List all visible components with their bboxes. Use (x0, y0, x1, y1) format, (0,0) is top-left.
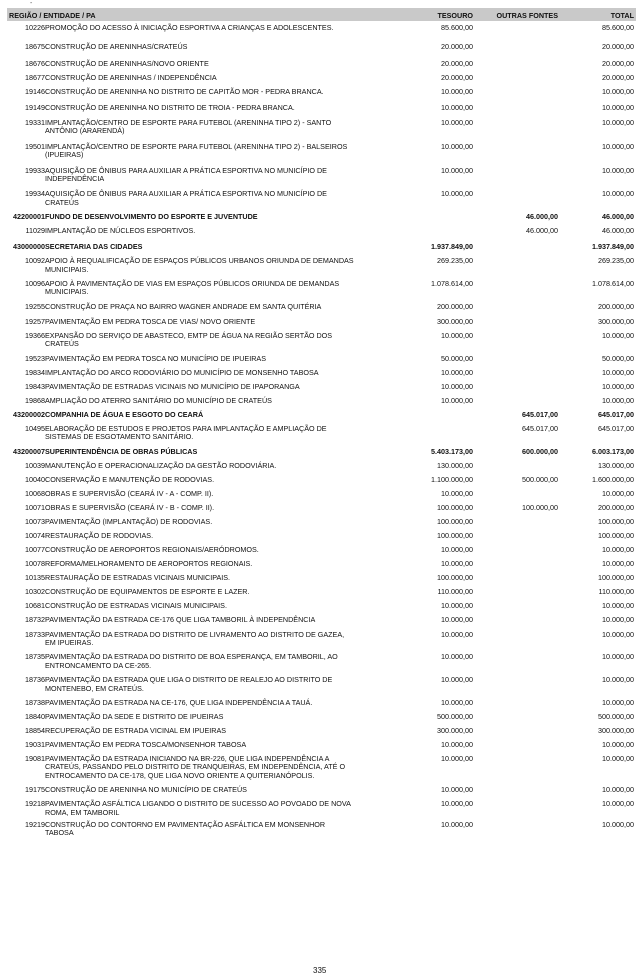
row-code: 18738 (25, 697, 45, 707)
row-description: RESTAURAÇÃO DE ESTRADAS VICINAIS MUNICIPAIS. (45, 572, 231, 582)
row-tesouro: 20.000,00 (441, 42, 473, 51)
table-row (7, 631, 636, 648)
row-tesouro: 10.000,00 (441, 600, 473, 610)
row-description: SECRETARIA DAS CIDADES (45, 242, 143, 252)
row-tesouro: 500.000,00 (437, 711, 473, 721)
row-description: COMPANHIA DE ÁGUA E ESGOTO DO CEARÁ (45, 409, 204, 419)
row-total: 10.000,00 (602, 799, 634, 809)
row-code: 19031 (25, 739, 45, 749)
row-description: SUPERINTENDÊNCIA DE OBRAS PÚBLICAS (45, 446, 198, 456)
row-code: 18854 (25, 725, 45, 735)
row-tesouro: 10.000,00 (441, 87, 473, 96)
table-row (7, 532, 636, 541)
row-total: 10.000,00 (602, 544, 634, 554)
row-code: 19255 (25, 301, 45, 311)
table-row (7, 43, 636, 52)
header-outras-fontes: OUTRAS FONTES (496, 11, 558, 20)
row-tesouro: 300.000,00 (437, 725, 473, 735)
row-tesouro: 10.000,00 (441, 753, 473, 763)
row-description: CONSTRUÇÃO DE EQUIPAMENTOS DE ESPORTE E LAZER. (45, 586, 250, 596)
row-total: 10.000,00 (602, 675, 634, 685)
row-description: PROMOÇÃO DO ACESSO À INICIAÇÃO ESPORTIVA A CRIANÇAS E ADOLESCENTES. (45, 23, 334, 32)
row-description: AQUISIÇÃO DE ÔNIBUS PARA AUXILIAR A PRÁTICA ESPORTIVA NO MUNICÍPIO DE INDEPENDÊNCIA (45, 165, 327, 184)
row-total: 500.000,00 (598, 711, 634, 721)
row-total: 300.000,00 (598, 725, 634, 735)
row-description: MANUTENÇÃO E OPERACIONALIZAÇÃO DA GESTÃO RODOVIÁRIA. (45, 460, 277, 470)
table-row (7, 318, 636, 327)
row-code: 10073 (25, 516, 45, 526)
row-total: 200.000,00 (598, 502, 634, 512)
row-code: 18676 (25, 59, 45, 68)
row-tesouro: 200.000,00 (437, 301, 473, 311)
table-row (7, 60, 636, 69)
row-total: 50.000,00 (602, 353, 634, 363)
table-row (7, 821, 636, 838)
table-row (7, 24, 636, 33)
row-total: 645.017,00 (598, 409, 634, 419)
row-total: 100.000,00 (598, 516, 634, 526)
row-code: 19219 (25, 819, 45, 829)
row-code: 10226 (25, 23, 45, 32)
row-tesouro: 10.000,00 (441, 652, 473, 662)
header-total: TOTAL (610, 11, 634, 20)
row-total: 130.000,00 (598, 460, 634, 470)
row-total: 10.000,00 (602, 118, 634, 127)
row-total: 10.000,00 (602, 395, 634, 405)
table-row (7, 602, 636, 611)
row-total: 269.235,00 (598, 256, 634, 266)
row-total: 10.000,00 (602, 330, 634, 340)
row-tesouro: 100.000,00 (437, 502, 473, 512)
header-region: REGIÃO / ENTIDADE / PA (9, 11, 96, 20)
row-code: 18677 (25, 73, 45, 82)
row-total: 20.000,00 (602, 73, 634, 82)
row-tesouro: 10.000,00 (441, 367, 473, 377)
row-tesouro: 130.000,00 (437, 460, 473, 470)
entity-row (7, 213, 636, 222)
row-code: 10135 (25, 572, 45, 582)
row-description: IMPLANTAÇÃO/CENTRO DE ESPORTE PARA FUTEBOL (ARENINHA TIPO 2) - BALSEIROS (IPUEIRAS) (45, 141, 348, 160)
row-code: 10096 (25, 279, 45, 289)
row-code: 19366 (25, 330, 45, 340)
row-outras-fontes: 100.000,00 (522, 502, 558, 512)
row-total: 100.000,00 (598, 530, 634, 540)
row-tesouro: 10.000,00 (441, 785, 473, 795)
row-code: 19868 (25, 395, 45, 405)
row-description: OBRAS E SUPERVISÃO (CEARÁ IV - B - COMP. II). (45, 502, 215, 512)
row-description: RESTAURAÇÃO DE RODOVIAS. (45, 530, 154, 540)
row-description: IMPLANTAÇÃO DO ARCO RODOVIÁRIO DO MUNICÍPIO DE MONSENHO TABOSA (45, 367, 319, 377)
row-tesouro: 269.235,00 (437, 256, 473, 266)
row-total: 200.000,00 (598, 301, 634, 311)
row-outras-fontes: 600.000,00 (522, 446, 558, 456)
row-description: FUNDO DE DESENVOLVIMENTO DO ESPORTE E JUVENTUDE (45, 212, 258, 222)
table-row (7, 588, 636, 597)
row-code: 10071 (25, 502, 45, 512)
row-description: PAVIMENTAÇÃO DA ESTRADA DO DISTRITO DE BOA ESPERANÇA, EM TAMBORIL, AO ENTRONCAMENTO DA CE-265. (45, 652, 338, 670)
row-code: 10302 (25, 586, 45, 596)
row-total: 10.000,00 (602, 614, 634, 624)
row-description: PAVIMENTAÇÃO DA ESTRADA CE-176 QUE LIGA TAMBORIL À INDEPENDÊNCIA (45, 614, 316, 624)
row-description: PAVIMENTAÇÃO EM PEDRA TOSCA/MONSENHOR TABOSA (45, 739, 247, 749)
header-tesouro: TESOURO (437, 11, 473, 20)
row-total: 10.000,00 (602, 558, 634, 568)
row-outras-fontes: 46.000,00 (526, 226, 558, 236)
table-row (7, 355, 636, 364)
row-tesouro: 1.937.849,00 (431, 242, 473, 252)
table-header (7, 8, 636, 21)
row-total: 10.000,00 (602, 488, 634, 498)
row-description: PAVIMENTAÇÃO DA SEDE E DISTRITO DE IPUEIRAS (45, 711, 224, 721)
row-code: 10092 (25, 256, 45, 266)
row-tesouro: 10.000,00 (441, 118, 473, 127)
row-total: 10.000,00 (602, 652, 634, 662)
row-tesouro: 10.000,00 (441, 103, 473, 112)
row-code: 10040 (25, 474, 45, 484)
row-tesouro: 10.000,00 (441, 330, 473, 340)
row-code: 10681 (25, 600, 45, 610)
row-outras-fontes: 46.000,00 (526, 212, 558, 222)
row-total: 645.017,00 (598, 423, 634, 433)
row-total: 10.000,00 (602, 697, 634, 707)
row-code: 42200001 (13, 212, 45, 222)
row-code: 19331 (25, 118, 45, 127)
row-code: 19146 (25, 87, 45, 96)
row-total: 20.000,00 (602, 42, 634, 51)
table-row (7, 676, 636, 693)
row-total: 1.600.000,00 (592, 474, 634, 484)
row-description: IMPLANTAÇÃO DE NÚCLEOS ESPORTIVOS. (45, 226, 196, 236)
entity-row (7, 411, 636, 420)
row-total: 85.600,00 (602, 23, 634, 32)
row-code: 43000000 (13, 242, 45, 252)
row-description: CONSTRUÇÃO DE ESTRADAS VICINAIS MUNICIPAIS. (45, 600, 227, 610)
row-tesouro: 10.000,00 (441, 488, 473, 498)
table-row (7, 727, 636, 736)
table-row (7, 699, 636, 708)
row-description: CONSTRUÇÃO DE ARENINHAS/CRATEÚS (45, 42, 188, 51)
row-description: AMPLIAÇÃO DO ATERRO SANITÁRIO DO MUNICÍPIO DE CRATEÚS (45, 395, 272, 405)
row-description: CONSTRUÇÃO DE AEROPORTOS REGIONAIS/AERÓDROMOS. (45, 544, 259, 554)
row-description: CONSTRUÇÃO DE ARENINHAS / INDEPENDÊNCIA (45, 73, 217, 82)
row-tesouro: 10.000,00 (441, 558, 473, 568)
row-outras-fontes: 645.017,00 (522, 409, 558, 419)
table-row (7, 104, 636, 113)
row-tesouro: 10.000,00 (441, 189, 473, 199)
top-mark: - (30, 0, 33, 7)
row-tesouro: 10.000,00 (441, 799, 473, 809)
row-code: 18735 (25, 652, 45, 662)
table-row (7, 303, 636, 312)
row-description: PAVIMENTAÇÃO (IMPLANTAÇÃO) DE RODOVIAS. (45, 516, 213, 526)
entity-row (7, 448, 636, 457)
row-tesouro: 1.078.614,00 (431, 279, 473, 289)
entity-row (7, 243, 636, 252)
row-tesouro: 10.000,00 (441, 629, 473, 639)
table-row (7, 383, 636, 392)
row-tesouro: 10.000,00 (441, 544, 473, 554)
row-total: 300.000,00 (598, 316, 634, 326)
row-tesouro: 10.000,00 (441, 675, 473, 685)
row-description: OBRAS E SUPERVISÃO (CEARÁ IV - A - COMP. II). (45, 488, 214, 498)
row-description: EXPANSÃO DO SERVIÇO DE ABASTECO, EMTP DE ÁGUA NA REGIÃO SERTÃO DOS CRATEÚS (45, 330, 333, 349)
table-row (7, 741, 636, 750)
row-tesouro: 50.000,00 (441, 353, 473, 363)
row-code: 19523 (25, 353, 45, 363)
row-code: 10078 (25, 558, 45, 568)
row-description: CONSTRUÇÃO DO CONTORNO EM PAVIMENTAÇÃO ASFÁLTICA EM MONSENHOR TABOSA (45, 819, 326, 838)
row-code: 10074 (25, 530, 45, 540)
row-description: APOIO À REQUALIFICAÇÃO DE ESPAÇOS PÚBLICOS URBANOS ORIUNDA DE DEMANDAS MUNICIPAIS. (45, 256, 354, 274)
table-row (7, 653, 636, 670)
row-tesouro: 10.000,00 (441, 739, 473, 749)
row-total: 10.000,00 (602, 381, 634, 391)
row-code: 18733 (25, 629, 45, 639)
row-description: PAVIMENTAÇÃO DA ESTRADA QUE LIGA O DISTRITO DE REALEJO AO DISTRITO DE MONTENEBO, EM CRATEÚS. (45, 675, 333, 693)
table-row (7, 504, 636, 513)
table-row (7, 119, 636, 136)
page-number: 335 (313, 966, 327, 975)
row-tesouro: 10.000,00 (441, 819, 473, 829)
row-tesouro: 10.000,00 (441, 381, 473, 391)
row-description: CONSTRUÇÃO DE PRAÇA NO BAIRRO WAGNER ANDRADE EM SANTA QUITÉRIA (45, 301, 322, 311)
row-description: IMPLANTAÇÃO/CENTRO DE ESPORTE PARA FUTEBOL (ARENINHA TIPO 2) - SANTO ANTÔNIO (ARARENDÁ) (45, 118, 332, 136)
row-tesouro: 10.000,00 (441, 395, 473, 405)
row-total: 10.000,00 (602, 819, 634, 829)
row-total: 10.000,00 (602, 367, 634, 377)
table-row (7, 280, 636, 297)
row-code: 10039 (25, 460, 45, 470)
row-tesouro: 5.403.173,00 (431, 446, 473, 456)
table-row (7, 518, 636, 527)
row-total: 6.003.173,00 (592, 446, 634, 456)
row-code: 19257 (25, 316, 45, 326)
row-code: 18736 (25, 675, 45, 685)
row-code: 10068 (25, 488, 45, 498)
row-tesouro: 10.000,00 (441, 141, 473, 151)
row-total: 10.000,00 (602, 629, 634, 639)
table-row (7, 167, 636, 184)
row-code: 19081 (25, 753, 45, 763)
row-description: PAVIMENTAÇÃO DA ESTRADA DO DISTRITO DE LIVRAMENTO AO DISTRITO DE GAZEA, EM IPUEIRAS. (45, 629, 345, 647)
row-tesouro: 10.000,00 (441, 165, 473, 175)
table-row (7, 190, 636, 207)
row-tesouro: 20.000,00 (441, 73, 473, 82)
table-row (7, 257, 636, 274)
row-total: 10.000,00 (602, 753, 634, 763)
row-code: 19149 (25, 103, 45, 112)
row-code: 43200002 (13, 409, 45, 419)
table-row (7, 74, 636, 83)
table-row (7, 332, 636, 349)
row-description: APOIO À PAVIMENTAÇÃO DE VIAS EM ESPAÇOS PÚBLICOS ORIUNDA DE DEMANDAS MUNICIPAIS. (45, 279, 340, 297)
row-description: PAVIMENTAÇÃO ASFÁLTICA LIGANDO O DISTRITO DE SUCESSO AO POVOADO DE NOVA ROMA, EM TAMBORIL (45, 799, 351, 817)
row-code: 19933 (25, 165, 45, 175)
table-row (7, 755, 636, 780)
row-total: 10.000,00 (602, 739, 634, 749)
row-total: 10.000,00 (602, 103, 634, 112)
row-code: 18675 (25, 42, 45, 51)
row-description: AQUISIÇÃO DE ÔNIBUS PARA AUXILIAR A PRÁTICA ESPORTIVA NO MUNICÍPIO DE CRATEÚS (45, 189, 327, 207)
row-code: 19843 (25, 381, 45, 391)
row-total: 1.078.614,00 (592, 279, 634, 289)
row-code: 19834 (25, 367, 45, 377)
table-row (7, 88, 636, 97)
row-tesouro: 300.000,00 (437, 316, 473, 326)
row-description: CONSERVAÇÃO E MANUTENÇÃO DE RODOVIAS. (45, 474, 215, 484)
table-row (7, 476, 636, 485)
row-code: 19175 (25, 785, 45, 795)
row-total: 10.000,00 (602, 189, 634, 199)
row-code: 18840 (25, 711, 45, 721)
table-row (7, 462, 636, 471)
row-total: 20.000,00 (602, 59, 634, 68)
row-total: 10.000,00 (602, 141, 634, 151)
row-code: 19934 (25, 189, 45, 199)
row-description: PAVIMENTAÇÃO DE ESTRADAS VICINAIS NO MUNICÍPIO DE IPAPORANGA (45, 381, 300, 391)
table-row (7, 560, 636, 569)
row-total: 10.000,00 (602, 165, 634, 175)
row-code: 19218 (25, 799, 45, 809)
row-total: 10.000,00 (602, 785, 634, 795)
table-row (7, 800, 636, 817)
row-code: 19501 (25, 141, 45, 151)
table-row (7, 546, 636, 555)
table-body (7, 24, 636, 838)
row-code: 18732 (25, 614, 45, 624)
row-description: CONSTRUÇÃO DE ARENINHA NO MUNICÍPIO DE CRATEÚS (45, 785, 247, 795)
table-row (7, 143, 636, 160)
row-total: 100.000,00 (598, 572, 634, 582)
row-tesouro: 100.000,00 (437, 516, 473, 526)
row-description: ELABORAÇÃO DE ESTUDOS E PROJETOS PARA IMPLANTAÇÃO E AMPLIAÇÃO DE SISTEMAS DE ESGOTAMENTO SANITÁRIO. (45, 423, 327, 442)
table-row (7, 425, 636, 442)
row-total: 1.937.849,00 (592, 242, 634, 252)
row-description: CONSTRUÇÃO DE ARENINHA NO DISTRITO DE CAPITÃO MOR - PEDRA BRANCA. (45, 87, 324, 96)
row-description: PAVIMENTAÇÃO EM PEDRA TOSCA NO MUNICÍPIO DE IPUEIRAS (45, 353, 266, 363)
row-tesouro: 20.000,00 (441, 59, 473, 68)
row-code: 10077 (25, 544, 45, 554)
row-tesouro: 10.000,00 (441, 614, 473, 624)
table-row (7, 786, 636, 795)
row-outras-fontes: 500.000,00 (522, 474, 558, 484)
table-row (7, 227, 636, 236)
row-outras-fontes: 645.017,00 (522, 423, 558, 433)
table-row (7, 574, 636, 583)
table-row (7, 397, 636, 406)
row-code: 11029 (25, 226, 45, 236)
row-description: PAVIMENTAÇÃO EM PEDRA TOSCA DE VIAS/ NOVO ORIENTE (45, 316, 256, 326)
row-description: CONSTRUÇÃO DE ARENINHAS/NOVO ORIENTE (45, 59, 209, 68)
table-row (7, 369, 636, 378)
row-description: RECUPERAÇÃO DE ESTRADA VICINAL EM IPUEIRAS (45, 725, 227, 735)
row-tesouro: 1.100.000,00 (431, 474, 473, 484)
row-description: PAVIMENTAÇÃO DA ESTRADA INICIANDO NA BR-226, QUE LIGA INDEPENDÊNCIA A CRATEÚS, PASSANDO PELO DISTRITO DE TRANQUEIRAS, EM INDEPENDÊNCIA, ATÉ O ENTROCAMENTO DA CE-178, QUE LIGA NOVO ORIENTE A QUITERIANÓPOLIS. (45, 753, 346, 780)
table-row (7, 490, 636, 499)
row-description: CONSTRUÇÃO DE ARENINHA NO DISTRITO DE TROIA - PEDRA BRANCA. (45, 103, 295, 112)
table-row (7, 616, 636, 625)
row-tesouro: 10.000,00 (441, 697, 473, 707)
row-total: 110.000,00 (598, 586, 634, 596)
row-total: 46.000,00 (602, 226, 634, 236)
table-row (7, 713, 636, 722)
row-code: 10495 (25, 423, 45, 433)
row-total: 10.000,00 (602, 600, 634, 610)
row-tesouro: 85.600,00 (441, 23, 473, 32)
row-description: REFORMA/MELHORAMENTO DE AEROPORTOS REGIONAIS. (45, 558, 253, 568)
row-tesouro: 100.000,00 (437, 572, 473, 582)
row-tesouro: 110.000,00 (437, 586, 473, 596)
row-total: 10.000,00 (602, 87, 634, 96)
row-description: PAVIMENTAÇÃO DA ESTRADA NA CE-176, QUE LIGA INDEPENDÊNCIA A TAUÁ. (45, 697, 313, 707)
row-tesouro: 100.000,00 (437, 530, 473, 540)
row-total: 46.000,00 (602, 212, 634, 222)
row-code: 43200007 (13, 446, 45, 456)
